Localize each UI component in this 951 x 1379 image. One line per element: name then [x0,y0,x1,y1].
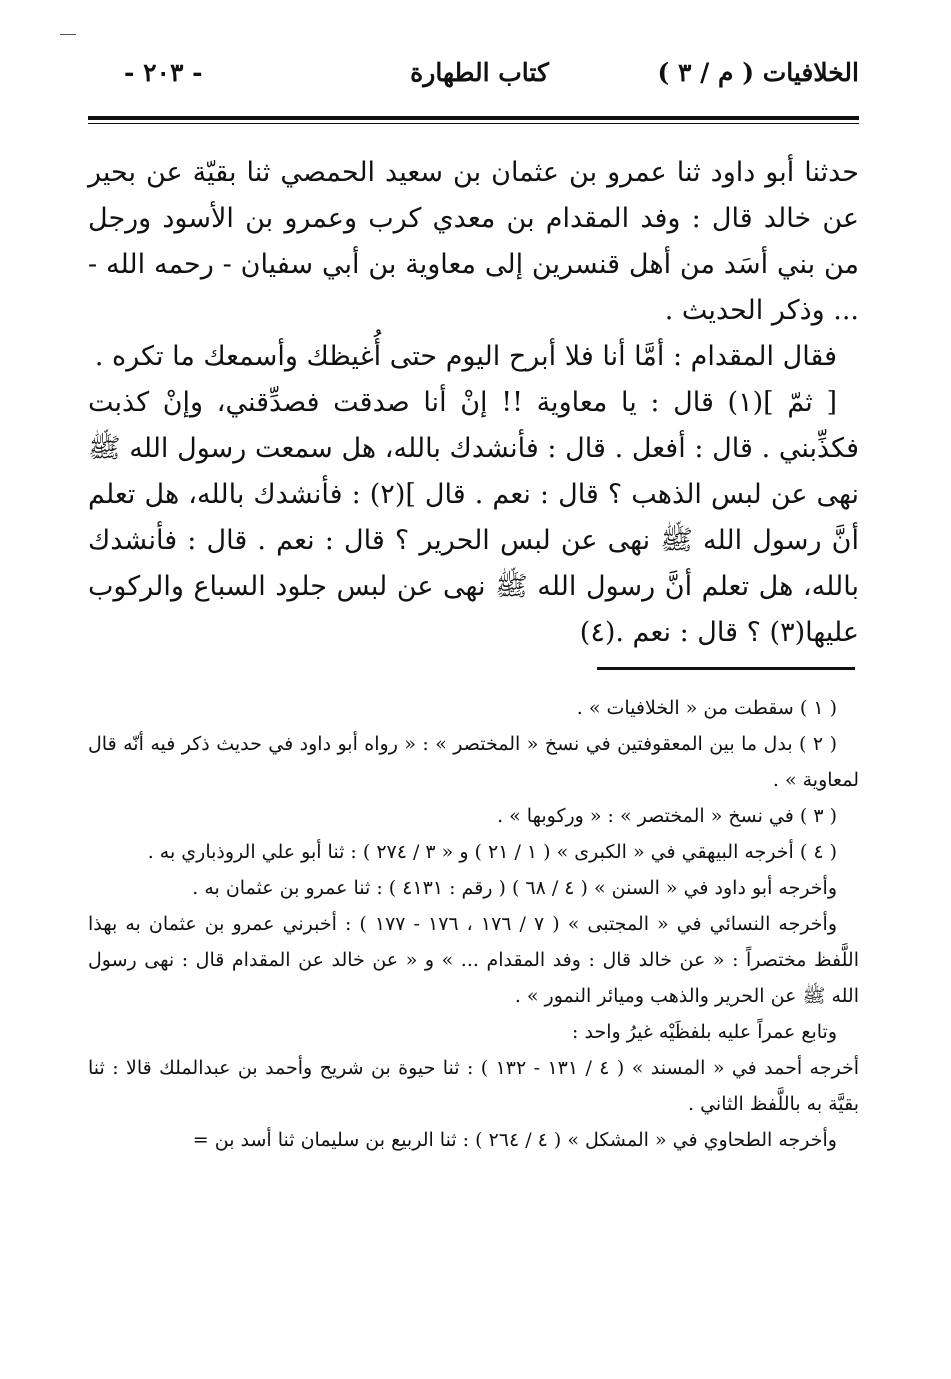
footnote: ( ١ ) سقطت من « الخلافيات » . [576,697,837,719]
footnote: ( ٤ ) أخرجه البيهقي في « الكبرى » ( ١ / ٢١ ) و « ٣ / ٢٧٤ ) : ثنا أبو علي الروذباري به . [147,841,837,863]
body-paragraph: فقال المقدام : أمَّا أنا فلا أبرح اليوم حتى أُغيظك وأسمعك ما تكره . [94,341,837,372]
footnote: أخرجه أحمد في « المسند » ( ٤ / ١٣١ - ١٣٢ ) : ثنا حيوة بن شريح وأحمد بن عبدالملك قالا : ثنا بقيَّة به باللَّفظ الثاني . [88,1057,859,1115]
header-chapter-title: كتاب الطهارة [410,58,549,87]
footnote: ( ٣ ) في نسخ « المختصر » : « وركوبها » . [497,805,837,827]
footnote: وأخرجه الطحاوي في « المشكل » ( ٤ / ٢٦٤ ) : ثنا الربيع بن سليمان ثنا أسد بن = [192,1129,837,1151]
header-book-title: الخلافيات ( م / ٣ ) [657,58,859,87]
footnotes [88,690,859,1158]
page-number: - ٢٠٣ - [124,58,203,87]
main-text [88,150,859,656]
scan-corner-mark [60,34,76,35]
footnote: وأخرجه أبو داود في « السنن » ( ٤ / ٦٨ ) ( رقم : ٤١٣١ ) : ثنا عمرو بن عثمان به . [192,877,837,899]
running-header [100,48,859,98]
header-rule-thin [88,123,859,124]
footnote: وتابع عمراً عليه بلفظَيْه غيرُ واحد : [572,1021,837,1043]
footnote: ( ٢ ) بدل ما بين المعقوفتين في نسخ « المختصر » : « رواه أبو داود في حديث ذكر فيه أنّه قال لمعاوية » . [88,733,859,791]
header-rule-thick [88,116,859,120]
body-paragraph: حدثنا أبو داود ثنا عمرو بن عثمان بن سعيد الحمصي ثنا بقيّة عن بحير عن خالد قال : وفد المقدام بن معدي كرب وعمرو بن الأسود ورجل من بني أسَد من أهل قنسرين إلى معاوية بن أبي سفيان - رحمه الله - ... وذكر الحديث . [88,157,859,326]
footnote-separator [597,667,855,670]
footnote: وأخرجه النسائي في « المجتبى » ( ٧ / ١٧٦ ، ١٧٦ - ١٧٧ ) : أخبرني عمرو بن عثمان به بهذا اللَّفظ مختصراً : « عن خالد قال : وفد المقدام ... » و « عن خالد عن المقدام قال : نهى رسول الله ﷺ عن الحرير والذهب وميائر النمور » . [88,913,859,1007]
body-paragraph: [ ثمّ ](١) قال : يا معاوية !! إنْ أنا صدقت فصدِّقني، وإنْ كذبت فكذِّبني . قال : أفعل . قال : فأنشدك بالله، هل سمعت رسول الله ﷺ نهى عن لبس الذهب ؟ قال : نعم . قال ](٢) : فأنشدك بالله، هل تعلم أنَّ رسول الله ﷺ نهى عن لبس الحرير ؟ قال : نعم . قال : فأنشدك بالله، هل تعلم أنَّ رسول الله ﷺ نهى عن لبس جلود السباع والركوب عليها(٣) ؟ قال : نعم .(٤) [88,387,859,648]
